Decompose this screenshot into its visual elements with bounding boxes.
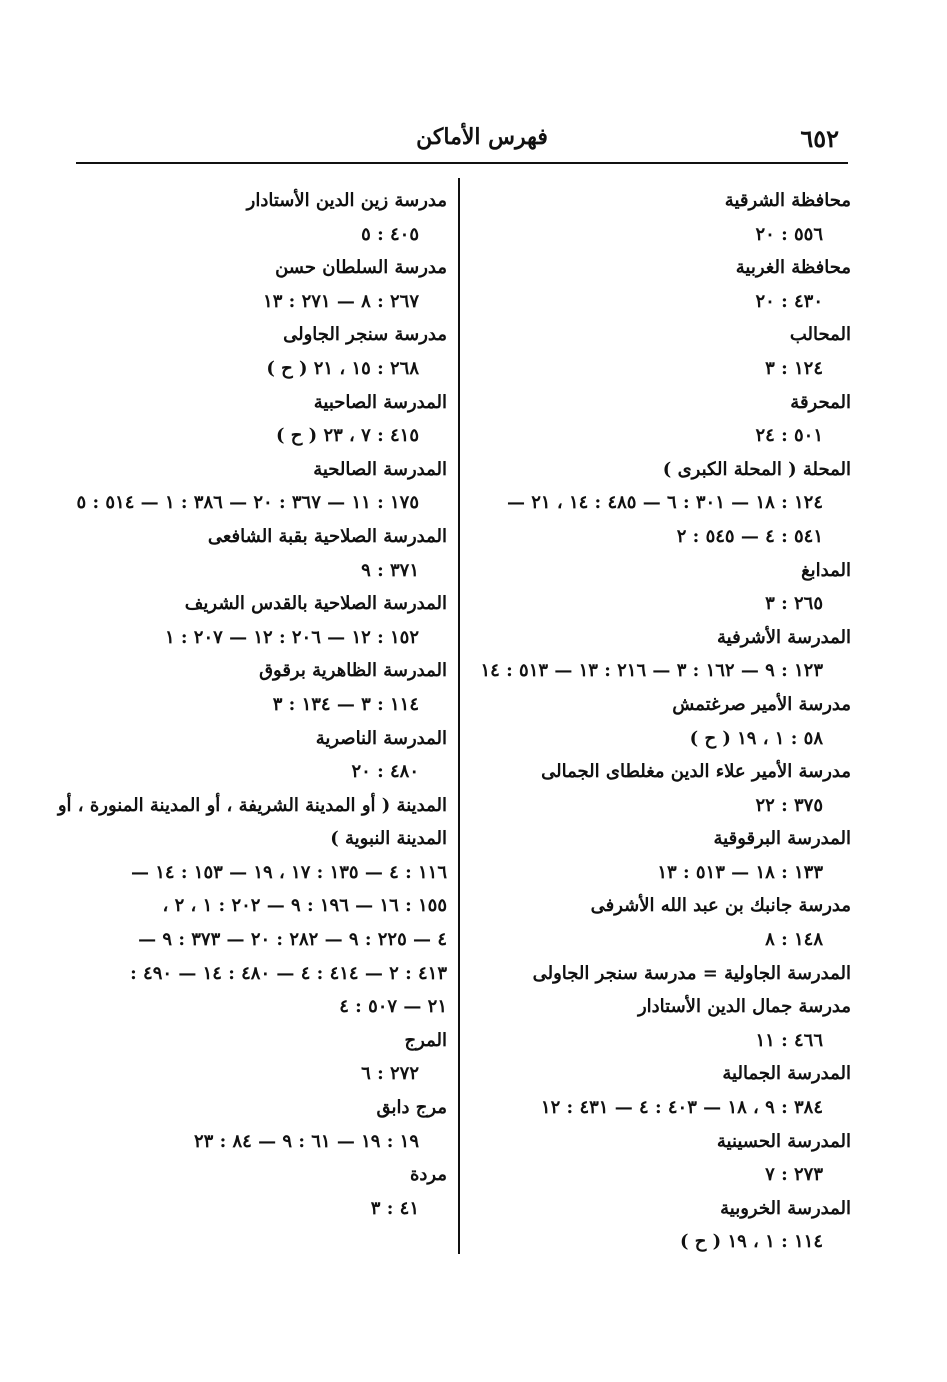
index-entry-heading: المدرسة الظاهرية برقوق [259, 660, 447, 682]
index-entry-reference: ٤١ : ٣ [370, 1197, 419, 1219]
index-entry-heading: المدرسة الصلاحية بقبة الشافعى [207, 525, 447, 547]
index-entry-reference: ١٧٥ : ١١ — ٣٦٧ : ٢٠ — ٣٨٦ : ١ — ٥١٤ : ٥ [76, 492, 419, 514]
index-entry-reference: ٥٠١ : ٢٤ [755, 425, 823, 447]
index-entry-reference: ٢٧٢ : ٦ [361, 1063, 419, 1085]
index-entry-reference: ٤٨٠ : ٢٠ [351, 761, 419, 783]
index-entry-heading: المدرسة الجمالية [722, 1063, 851, 1085]
index-entry-reference: ١١٤ : ١ ، ١٩ ( ح ) [679, 1231, 823, 1253]
page-title: فهرس الأماكن [416, 124, 548, 150]
index-entry-reference: ١٤٨ : ٨ [765, 929, 823, 951]
index-entry-heading: مدرسة الأمير صرغتمش [672, 693, 851, 715]
header-rule [76, 162, 848, 164]
index-entry-reference: ٤ — ٢٢٥ : ٩ — ٢٨٢ : ٢٠ — ٣٧٣ : ٩ — [138, 929, 447, 951]
index-entry-reference: ٥٥٦ : ٢٠ [755, 223, 823, 245]
left-column [57, 184, 447, 1225]
page-number: ٦٥٢ [800, 124, 839, 153]
index-entry-reference: ٤٠٥ : ٥ [361, 223, 419, 245]
index-entry-heading: المدرسة الناصرية [315, 727, 447, 749]
index-entry-reference: ٢٧٣ : ٧ [765, 1164, 823, 1186]
index-entry-reference: ٤١٣ : ٢ — ٤١٤ : ٤ — ٤٨٠ : ١٤ — ٤٩٠ : [130, 962, 447, 984]
index-entry-heading: المدرسة الجاولية = مدرسة سنجر الجاولى [532, 962, 851, 984]
index-entry-reference: ٢٦٥ : ٣ [765, 593, 823, 615]
index-entry-reference: ٢٦٨ : ١٥ ، ٢١ ( ح ) [266, 357, 419, 379]
index-entry-heading: مدرسة السلطان حسن [275, 257, 447, 279]
index-entry-heading: مدرسة جمال الدين الأستادار [637, 996, 851, 1018]
index-entry-heading: مدرسة الأمير علاء الدين مغلطاى الجمالى [541, 761, 851, 783]
index-entry-heading: المحرقة [790, 391, 851, 413]
index-entry-heading: المدرسة الأشرفية [717, 626, 851, 648]
index-entry-heading: المدرسة البرقوقية [713, 828, 851, 850]
index-entry-reference: ١٢٣ : ٩ — ١٦٢ : ٣ — ٢١٦ : ١٣ — ٥١٣ : ١٤ [480, 660, 823, 682]
column-divider [458, 178, 460, 1254]
index-entry-heading: المدينة ( أو المدينة الشريفة ، أو المدينة المنورة ، أو [57, 794, 447, 816]
index-entry-heading: المرج [404, 1029, 447, 1051]
index-entry-heading: المدرسة الحسينية [716, 1130, 851, 1152]
index-entry-heading: محافظة الغربية [735, 257, 851, 279]
index-entry-heading: المدابغ [801, 559, 851, 581]
index-entry-reference: ٥٤١ : ٤ — ٥٤٥ : ٢ [676, 525, 823, 547]
index-entry-heading: مدرسة جانبك بن عبد الله الأشرفى [590, 895, 851, 917]
index-entry-heading: مردة [409, 1164, 447, 1186]
index-entry-reference: ١٣٣ : ١٨ — ٥١٣ : ١٣ [657, 861, 823, 883]
index-entry-reference: ١٩ : ١٩ — ٦١ : ٩ — ٨٤ : ٢٣ [193, 1130, 419, 1152]
index-entry-heading: المدينة النبوية ) [330, 828, 447, 850]
index-entry-reference: ١١٤ : ٣ — ١٣٤ : ٣ [272, 693, 419, 715]
index-entry-heading: مدرسة سنجر الجاولى [283, 324, 447, 346]
index-entry-reference: ٥٨ : ١ ، ١٩ ( ح ) [689, 727, 823, 749]
index-entry-heading: المدرسة الصاحبية [313, 391, 447, 413]
index-entry-reference: ٤١٥ : ٧ ، ٢٣ ( ح ) [275, 425, 419, 447]
index-entry-reference: ١٥٥ : ١٦ — ١٩٦ : ٩ — ٢٠٢ : ١ ، ٢ ، [162, 895, 447, 917]
index-entry-reference: ٢١ — ٥٠٧ : ٤ [339, 996, 447, 1018]
index-entry-heading: المدرسة الصالحية [313, 458, 447, 480]
index-entry-heading: المحالب [789, 324, 851, 346]
index-entry-heading: المدرسة الخروبية [720, 1197, 851, 1219]
index-entry-heading: محافظة الشرقية [724, 190, 851, 211]
right-column [461, 184, 851, 1259]
index-entry-heading: المحلة ( المحلة الكبرى ) [662, 458, 851, 480]
index-entry-reference: ٢٦٧ : ٨ — ٢٧١ : ١٣ [263, 290, 419, 312]
index-entry-reference: ٤٦٦ : ١١ [755, 1029, 823, 1051]
index-entry-reference: ٣٨٤ : ٩ ، ١٨ — ٤٠٣ : ٤ — ٤٣١ : ١٢ [540, 1097, 823, 1119]
index-entry-reference: ٣٧٥ : ٢٢ [755, 794, 823, 816]
index-entry-reference: ٤٣٠ : ٢٠ [755, 290, 823, 312]
index-entry-reference: ١١٦ : ٤ — ١٣٥ : ١٧ ، ١٩ — ١٥٣ : ١٤ — [130, 861, 447, 883]
index-entry-reference: ١٢٤ : ٣ [765, 357, 823, 379]
index-entry-reference: ١٢٤ : ١٨ — ٣٠١ : ٦ — ٤٨٥ : ١٤ ، ٢١ — [506, 492, 823, 514]
index-entry-reference: ٣٧١ : ٩ [361, 559, 419, 581]
index-entry-heading: مدرسة زين الدين الأستادار [246, 190, 447, 211]
index-entry-heading: مرج دابق [376, 1097, 447, 1119]
index-entry-heading: المدرسة الصلاحية بالقدس الشريف [184, 593, 447, 615]
index-entry-reference: ١٥٢ : ١٢ — ٢٠٦ : ١٢ — ٢٠٧ : ١ [164, 626, 419, 648]
